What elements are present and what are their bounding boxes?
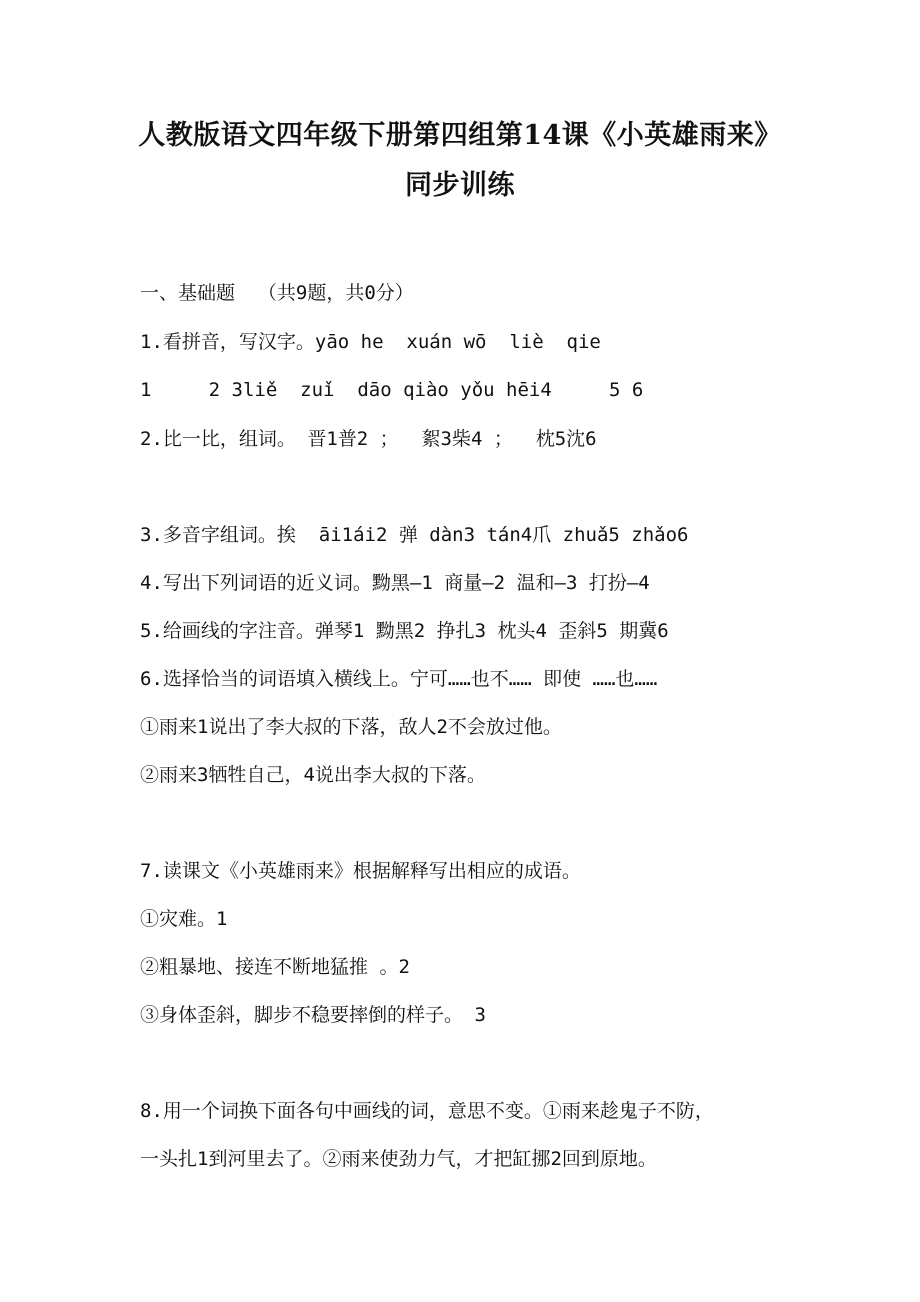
document-title: 人教版语文四年级下册第四组第14课《小英雄雨来》 — [138, 120, 782, 151]
question-7-item-2: ②粗暴地、接连不断地猛推 。2 — [140, 956, 410, 978]
question-2: 2.比一比，组词。 晋1普2 ； 絮3柴4 ； 枕5沈6 — [140, 428, 597, 450]
question-1-answers: 1 2 3liě zuǐ dāo qiào yǒu hēi4 5 6 — [140, 379, 644, 401]
document-subtitle: 同步训练 — [405, 170, 515, 201]
section-heading-basic: 一、基础题 （共9题，共0分） — [140, 282, 414, 304]
question-8: 8.用一个词换下面各句中画线的词，意思不变。①雨来趁鬼子不防， — [140, 1100, 714, 1122]
question-8-continued: 一头扎1到河里去了。②雨来使劲力气，才把缸挪2回到原地。 — [140, 1148, 657, 1170]
question-6-item-2: ②雨来3牺牲自己，4说出李大叔的下落。 — [140, 764, 486, 786]
question-7-item-1: ①灾难。1 — [140, 908, 228, 930]
question-1: 1.看拼音，写汉字。yāo he xuán wō liè qie — [140, 331, 601, 353]
question-6: 6.选择恰当的词语填入横线上。宁可……也不…… 即使 ……也…… — [140, 668, 658, 690]
question-3: 3.多音字组词。挨 āi1ái2 弹 dàn3 tán4爪 zhuǎ5 zhǎo6 — [140, 524, 689, 546]
question-7: 7.读课文《小英雄雨来》根据解释写出相应的成语。 — [140, 860, 581, 882]
question-5: 5.给画线的字注音。弹琴1 黝黑2 挣扎3 枕头4 歪斜5 期冀6 — [140, 620, 669, 642]
question-6-item-1: ①雨来1说出了李大叔的下落，敌人2不会放过他。 — [140, 716, 562, 738]
question-4: 4.写出下列词语的近义词。黝黑—1 商量—2 温和—3 打扮—4 — [140, 572, 650, 594]
question-7-item-3: ③身体歪斜，脚步不稳要摔倒的样子。 3 — [140, 1004, 486, 1026]
